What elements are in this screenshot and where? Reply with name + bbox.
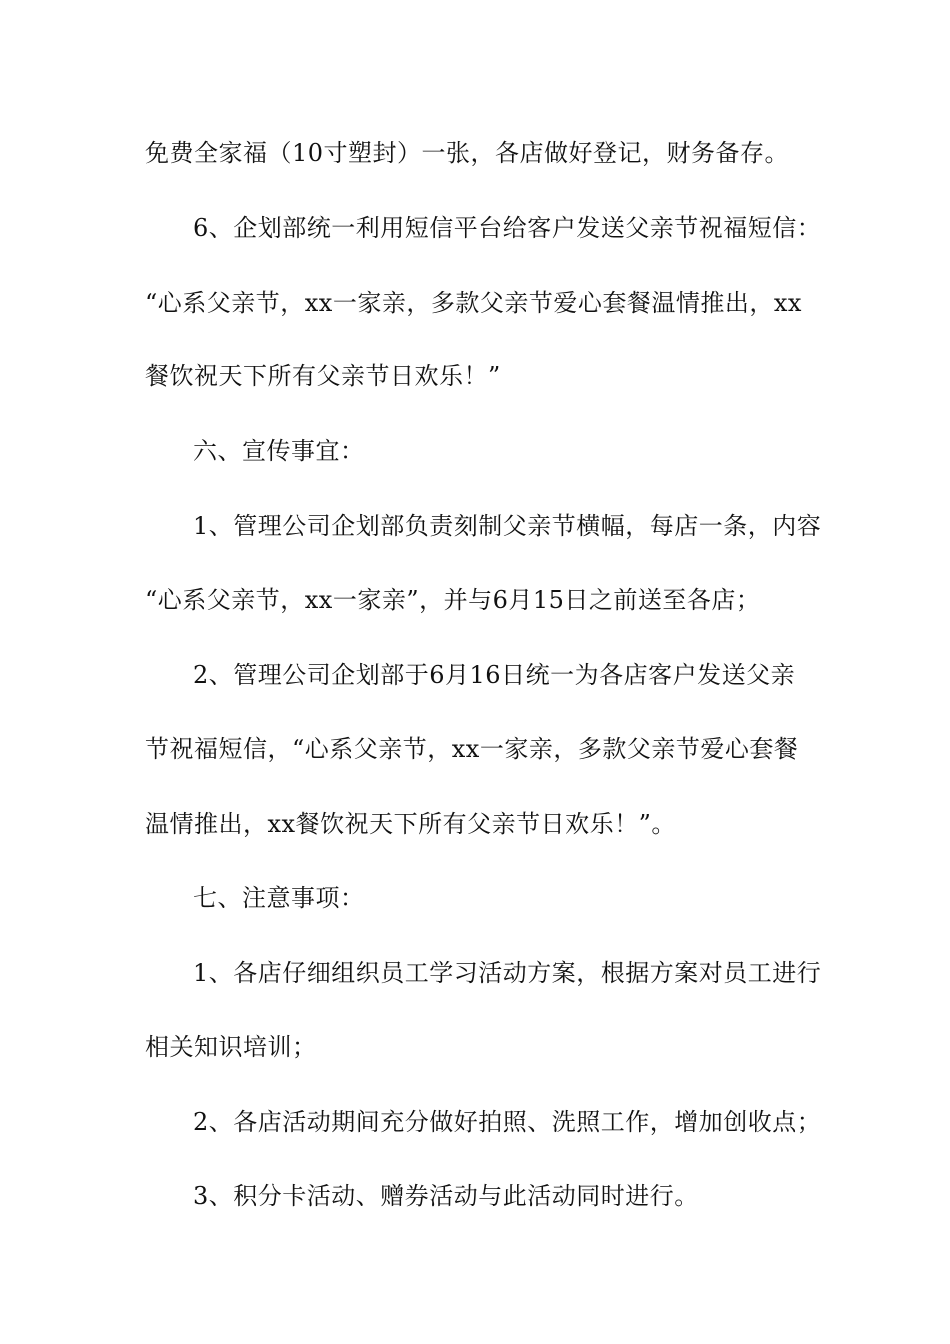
paragraph-line: 2、管理公司企划部于6月16日统一为各店客户发送父亲 [193,661,796,689]
paragraph-line: “心系父亲节，xx一家亲，多款父亲节爱心套餐温情推出，xx [145,289,802,317]
section-heading: 六、宣传事宜： [193,437,365,465]
paragraph-line: 节祝福短信，“心系父亲节，xx一家亲，多款父亲节爱心套餐 [145,735,799,763]
paragraph-line: “心系父亲节，xx一家亲”，并与6月15日之前送至各店； [145,586,761,614]
paragraph-line: 1、管理公司企划部负责刻制父亲节横幅，每店一条，内容 [193,512,822,540]
paragraph-line: 2、各店活动期间充分做好拍照、洗照工作，增加创收点； [193,1108,822,1136]
paragraph-line: 6、企划部统一利用短信平台给客户发送父亲节祝福短信： [193,214,822,242]
paragraph-line: 相关知识培训； [145,1033,317,1061]
paragraph-line: 餐饮祝天下所有父亲节日欢乐！” [145,362,501,390]
paragraph-line: 1、各店仔细组织员工学习活动方案，根据方案对员工进行 [193,959,822,987]
section-heading: 七、注意事项： [193,884,365,912]
paragraph-line: 3、积分卡活动、赠券活动与此活动同时进行。 [193,1182,699,1210]
paragraph-line: 温情推出，xx餐饮祝天下所有父亲节日欢乐！”。 [145,810,676,838]
paragraph-line: 免费全家福（10寸塑封）一张，各店做好登记，财务备存。 [145,139,790,167]
